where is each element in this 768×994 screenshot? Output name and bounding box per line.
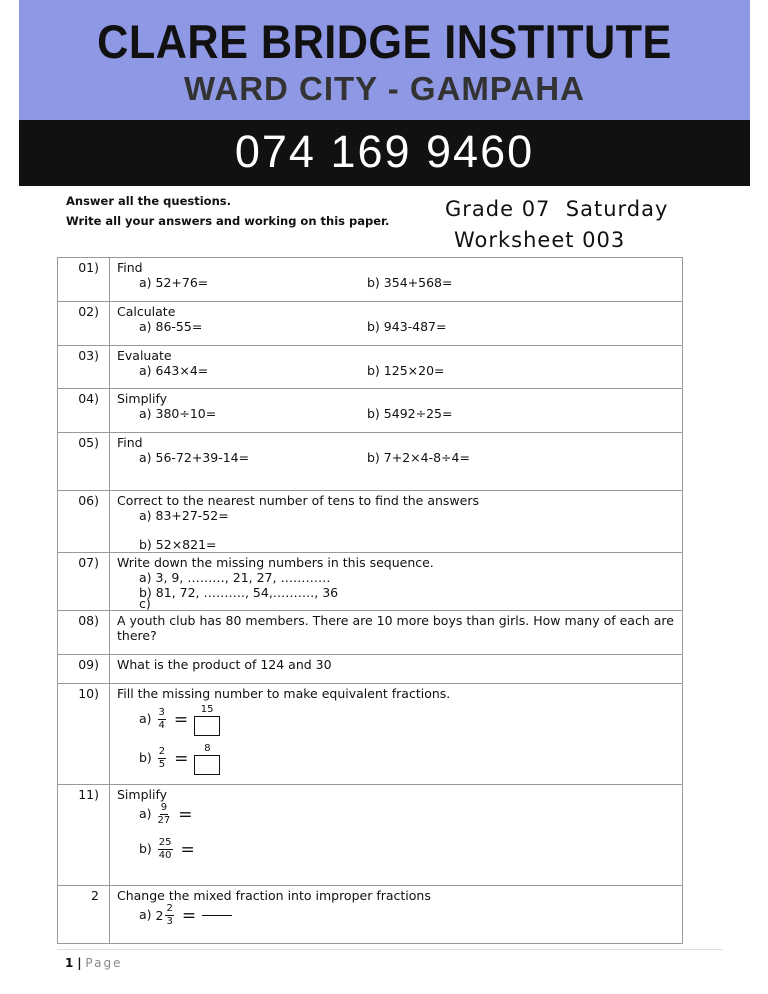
fraction-part-a: a) $\frac{9}{27}$ = bbox=[139, 802, 193, 826]
page-footer bbox=[65, 956, 122, 970]
question-text: Fill the missing number to make equivalent fractions. bbox=[117, 686, 451, 701]
question-body bbox=[110, 389, 683, 433]
question-number: 07) bbox=[58, 553, 110, 611]
question-row bbox=[58, 553, 683, 611]
question-number: 03) bbox=[58, 346, 110, 389]
institute-location: WARD CITY - GAMPAHA bbox=[184, 70, 585, 107]
question-row bbox=[58, 611, 683, 655]
part-b: b) 354+568= bbox=[367, 275, 453, 290]
part-label: b) bbox=[139, 841, 152, 856]
mixed-fraction-part-a: a) 2 $\frac{2}{3}$ = bbox=[117, 903, 675, 928]
question-body bbox=[110, 684, 683, 785]
question-text: Calculate bbox=[117, 304, 176, 319]
part-a: a) 56-72+39-14= bbox=[139, 450, 250, 465]
part-b: b) 81, 72, ………., 54,………., 36 bbox=[139, 585, 339, 600]
day: Saturday bbox=[565, 197, 669, 221]
question-body bbox=[110, 491, 683, 553]
part-label: b) bbox=[139, 750, 152, 765]
question-row bbox=[58, 302, 683, 346]
fraction-part-b: b) $\frac{2}{5}$ = 8 bbox=[117, 742, 675, 775]
question-body bbox=[110, 785, 683, 886]
fraction: $\frac{2}{5}$ bbox=[158, 746, 166, 770]
question-text: Correct to the nearest number of tens to find the answers bbox=[117, 493, 479, 508]
question-number: 09) bbox=[58, 655, 110, 684]
question-number: 05) bbox=[58, 433, 110, 491]
header-banner bbox=[19, 0, 750, 186]
part-b: b) 5492÷25= bbox=[367, 406, 453, 421]
question-row bbox=[58, 491, 683, 553]
question-body bbox=[110, 886, 683, 944]
question-body bbox=[110, 302, 683, 346]
part-a: a) 83+27-52= bbox=[139, 508, 229, 523]
part-a: a) 380÷10= bbox=[139, 406, 217, 421]
question-text: Simplify bbox=[117, 787, 168, 802]
question-number: 11) bbox=[58, 785, 110, 886]
answer-box[interactable] bbox=[194, 755, 220, 775]
fraction: $\frac{9}{27}$ bbox=[157, 802, 171, 826]
question-body bbox=[110, 258, 683, 302]
question-number: 10) bbox=[58, 684, 110, 785]
part-a: a) 52+76= bbox=[139, 275, 209, 290]
question-text: A youth club has 80 members. There are 10 more boys than girls. How many of each are there? bbox=[110, 611, 683, 655]
question-table bbox=[57, 257, 683, 944]
part-a: a) 86-55= bbox=[139, 319, 203, 334]
question-row bbox=[58, 389, 683, 433]
question-row bbox=[58, 655, 683, 684]
part-c: c) bbox=[139, 596, 151, 611]
part-a: a) 643×4= bbox=[139, 363, 209, 378]
part-b: b) 125×20= bbox=[367, 363, 445, 378]
question-number: 08) bbox=[58, 611, 110, 655]
instruction-1: Answer all the questions. bbox=[66, 194, 231, 208]
question-row bbox=[58, 886, 683, 944]
question-body bbox=[110, 346, 683, 389]
question-number: 02) bbox=[58, 302, 110, 346]
fraction-part-a: a) $\frac{3}{4}$ = 15 bbox=[117, 703, 675, 736]
whole-number: 2 bbox=[155, 908, 164, 923]
question-number: 06) bbox=[58, 491, 110, 553]
fraction: $\frac{3}{4}$ bbox=[158, 707, 165, 731]
question-number: 04) bbox=[58, 389, 110, 433]
grade-label bbox=[445, 197, 668, 221]
question-number: 01) bbox=[58, 258, 110, 302]
question-row bbox=[58, 433, 683, 491]
question-text: Simplify bbox=[117, 391, 168, 406]
question-text: Write down the missing numbers in this sequence. bbox=[117, 555, 434, 570]
question-body bbox=[110, 433, 683, 491]
page-word: Page bbox=[85, 956, 123, 970]
fraction: $\frac{25}{40}$ bbox=[158, 837, 172, 861]
fraction-part-b: b) $\frac{25}{40}$ = bbox=[139, 837, 195, 861]
question-text: Find bbox=[117, 435, 143, 450]
target-fraction: 8 bbox=[194, 742, 220, 775]
institute-phone: 074 169 9460 bbox=[234, 126, 535, 177]
grade: Grade 07 bbox=[445, 197, 551, 221]
question-number: 2 bbox=[58, 886, 110, 944]
footer-divider bbox=[57, 949, 723, 950]
part-a: a) 3, 9, ………, 21, 27, ………… bbox=[139, 570, 331, 585]
part-b: b) 943-487= bbox=[367, 319, 447, 334]
part-b: b) 52×821= bbox=[139, 537, 217, 552]
question-text: What is the product of 124 and 30 bbox=[110, 655, 683, 684]
question-text: Find bbox=[117, 260, 143, 275]
footer-separator: | bbox=[77, 956, 82, 970]
fraction: $\frac{2}{3}$ bbox=[166, 903, 173, 927]
question-text: Change the mixed fraction into improper fractions bbox=[117, 888, 431, 903]
institute-name: CLARE BRIDGE INSTITUTE bbox=[97, 15, 672, 68]
answer-blank[interactable] bbox=[202, 915, 232, 916]
question-row bbox=[58, 258, 683, 302]
instruction-2: Write all your answers and working on this paper. bbox=[66, 214, 390, 228]
question-body bbox=[110, 553, 683, 611]
part-label: a) bbox=[139, 806, 152, 821]
part-label: a) bbox=[139, 907, 152, 922]
answer-box[interactable] bbox=[194, 716, 220, 736]
question-row bbox=[58, 684, 683, 785]
worksheet-number: Worksheet 003 bbox=[454, 228, 626, 252]
page-number: 1 bbox=[65, 956, 74, 970]
question-row bbox=[58, 785, 683, 886]
part-b: b) 7+2×4-8÷4= bbox=[367, 450, 470, 465]
part-label: a) bbox=[139, 711, 152, 726]
question-row bbox=[58, 346, 683, 389]
target-fraction: 15 bbox=[194, 703, 220, 736]
question-text: Evaluate bbox=[117, 348, 172, 363]
